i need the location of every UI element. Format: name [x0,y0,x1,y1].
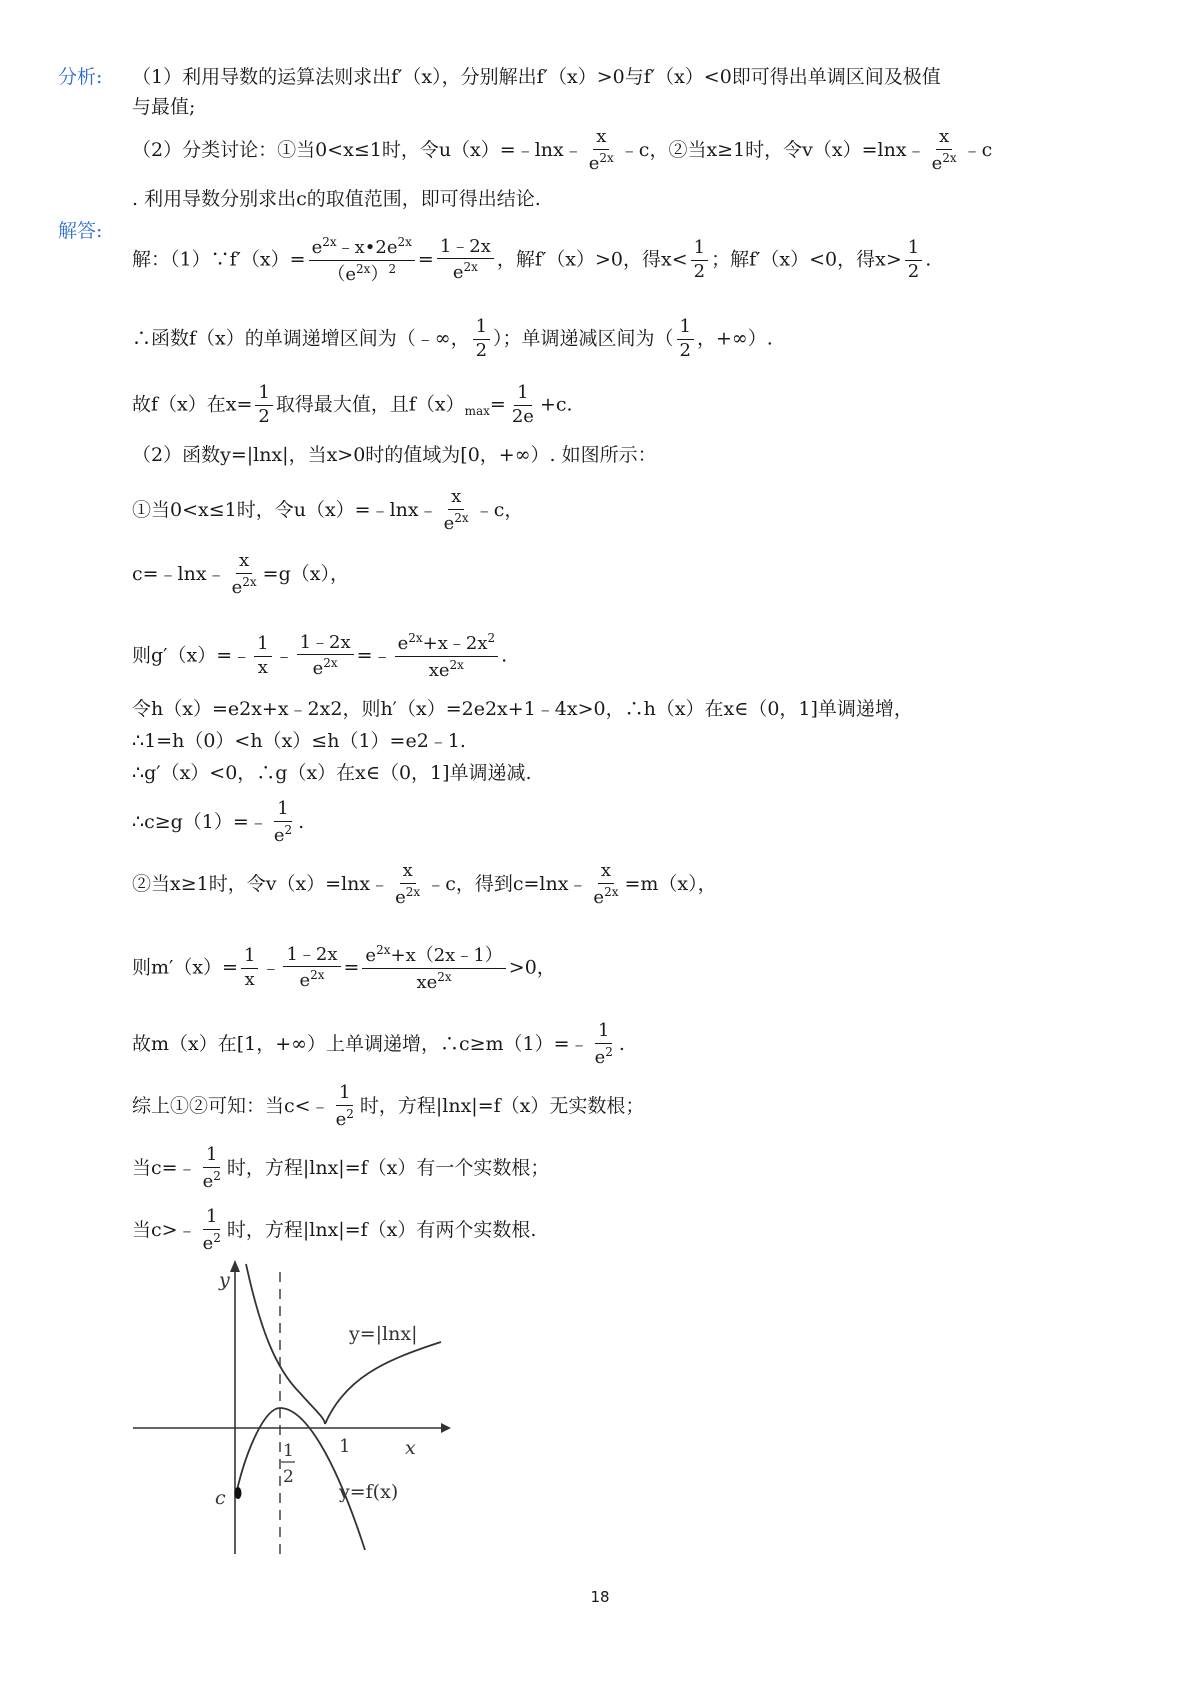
answer-line-14 [132,1022,625,1068]
fraction: $\frac{1}{e^2}$ [273,798,293,846]
answer-line-9: ∴1=h（0）<h（x）≤h（1）=e2﹣1. [132,730,466,752]
text: ﹣c， [474,498,524,521]
text: ②当x≥1时，令v（x）=lnx﹣ [132,872,390,895]
text: 则m′（x）= [132,956,238,979]
text: . [618,1032,625,1055]
analysis-line-4: . 利用导数分别求出c的取值范围，即可得出结论. [132,188,541,210]
answer-line-13 [132,944,556,993]
half-denominator: 2 [283,1467,294,1487]
text: 当c=﹣ [132,1156,197,1179]
fraction: $\frac{1}{x}$ [241,947,258,990]
curve-f-label: y=f(x) [339,1481,399,1503]
answer-line-17 [132,1208,536,1254]
text: ∴函数f（x）的单调递增区间为（﹣∞， [132,327,470,350]
answer-line-8: 令h（x）=e2x+x﹣2x2，则h′（x）=2e2x+1﹣4x>0，∴h（x）在x∈（0，1]单调递增， [132,698,913,720]
answer-line-11 [132,800,304,846]
answer-line-15 [132,1084,644,1130]
function-graph [125,1258,455,1558]
fraction: $\frac{1﹣2x}{e^{2x}}$ [437,238,494,284]
analysis-line-1: （1）利用导数的运算法则求出f′（x），分别解出f′（x）>0与f′（x）<0即可得出单调区间及极值 [132,66,941,88]
text: 故m（x）在[1，+∞）上单调递增，∴c≥m（1）=﹣ [132,1032,589,1055]
text: c=﹣lnx﹣ [132,562,226,585]
fraction: $\frac{x}{e^{2x}}$ [931,126,957,174]
y-axis-label: y [219,1269,230,1291]
fraction: $\frac{x}{e^{2x}}$ [231,550,257,598]
text: = [417,248,434,271]
text: ；解f′（x）<0，得x> [711,248,902,271]
x-axis-arrow [441,1423,451,1433]
fraction-half: $\frac{1}{2}$ [473,318,490,361]
analysis-tag: 分析: [58,66,103,88]
fraction: $\frac{x}{e^{2x}}$ [395,860,421,908]
fraction: $\frac{x}{e^{2x}}$ [588,126,614,174]
y-axis-arrow [230,1260,240,1272]
text: ，解f′（x）>0，得x< [496,248,688,271]
point-c [235,1487,242,1499]
answer-line-1: 解：（1）∵f′（x）= $\frac{e^{2x}﹣x•2e^{2x}}{(e^{2x})^2}$ = $\frac{1﹣2x}{e^{2x}}$ ，解f′（x）>0，得x< $\frac{1}{2}$ ；解f′（x）<0，得x> $\frac{1}{2}$ . [132,235,932,285]
fraction-half: $\frac{1}{2}$ [677,318,694,361]
fraction-half: $\frac{1}{2}$ [255,384,272,427]
text: = [489,393,506,416]
c-label: c [215,1487,226,1509]
tick-one: 1 [339,1436,351,1457]
text: 当c>﹣ [132,1218,197,1241]
text: =m（x）， [624,872,717,895]
analysis-line-2: 与最值; [132,96,196,118]
text: ﹣ [261,956,281,979]
fraction: $\frac{1﹣2x}{e^{2x}}$ [297,634,354,680]
fraction: $\frac{1}{e^2}$ [594,1020,613,1068]
fraction: $\frac{1}{x}$ [254,635,271,678]
text: 综上①②可知：当c<﹣ [132,1094,330,1117]
analysis-p2-pre: （2）分类讨论：①当0<x≤1时，令u（x）=﹣lnx﹣ [132,138,583,161]
text: = [343,956,360,979]
text: ，+∞）. [697,327,773,350]
curve-abs-ln-left [246,1264,325,1424]
answer-line-7 [132,632,507,681]
fraction-half: $\frac{1}{2}$ [905,239,922,282]
curve-abs-ln-right [325,1342,441,1424]
fraction: $\frac{e^{2x}+x﹣2x^2}{xe^{2x}}$ [395,632,499,681]
text: . [298,810,305,833]
curve-f [237,1408,365,1550]
answer-line-4: （2）函数y=|lnx|，当x>0时的值域为[0，+∞）. 如图所示： [132,444,657,466]
fraction: $\frac{1}{2e}$ [511,382,534,427]
fraction: $\frac{1}{e^2}$ [202,1206,221,1254]
analysis-p2-mid: ﹣c，②当x≥1时，令v（x）=lnx﹣ [619,138,926,161]
text: ∴c≥g（1）=﹣ [132,810,268,833]
analysis-line-3 [132,128,992,174]
page-number: 18 [590,1588,610,1606]
fraction: $\frac{x}{e^{2x}}$ [593,860,619,908]
answer-line-2 [132,318,773,361]
fraction-half: $\frac{1}{2}$ [691,239,708,282]
fraction: $\frac{1﹣2x}{e^{2x}}$ [283,946,340,992]
text: 故f（x）在x= [132,393,253,416]
text: . [501,644,508,667]
text: 时，方程|lnx|=f（x）有两个实数根. [226,1218,537,1241]
fraction: $\frac{e^{2x}+x(2x﹣1)}{xe^{2x}}$ [362,944,505,993]
x-axis-label: x [405,1437,416,1459]
answer-line-6 [132,552,349,598]
curve-abs-ln-label: y=|lnx| [349,1323,418,1345]
text: >0， [508,956,556,979]
text: +c. [539,393,573,416]
text: =g（x）， [262,562,349,585]
answer-line-12 [132,862,717,908]
text: 解：（1）∵f′（x）= [132,248,306,271]
text: ①当0<x≤1时，令u（x）=﹣lnx﹣ [132,498,438,521]
text: ﹣c，得到c=lnx﹣ [426,872,588,895]
half-numerator: 1 [283,1441,294,1461]
text: 时，方程|lnx|=f（x）有一个实数根； [226,1156,550,1179]
answer-line-5 [132,488,523,534]
text: =﹣ [356,644,392,667]
answer-tag: 解答: [58,220,103,242]
fraction: $\frac{x}{e^{2x}}$ [443,486,469,534]
text: 时，方程|lnx|=f（x）无实数根； [359,1094,645,1117]
answer-line-3 [132,384,573,427]
text: ）；单调递减区间为（ [493,327,674,350]
fraction: $\frac{e^{2x}﹣x•2e^{2x}}{(e^{2x})^2}$ [309,236,415,285]
subscript: max [464,404,490,419]
analysis-p2-post: ﹣c [962,138,993,161]
text: ﹣ [274,644,294,667]
fraction: $\frac{1}{e^2}$ [202,1144,221,1192]
fraction: $\frac{1}{e^2}$ [335,1082,354,1130]
text: 取得最大值，且f（x） [275,393,465,416]
text: 则g′（x）=﹣ [132,644,252,667]
answer-line-10: ∴g′（x）<0，∴g（x）在x∈（0，1]单调递减. [132,762,532,784]
answer-line-16 [132,1146,549,1192]
